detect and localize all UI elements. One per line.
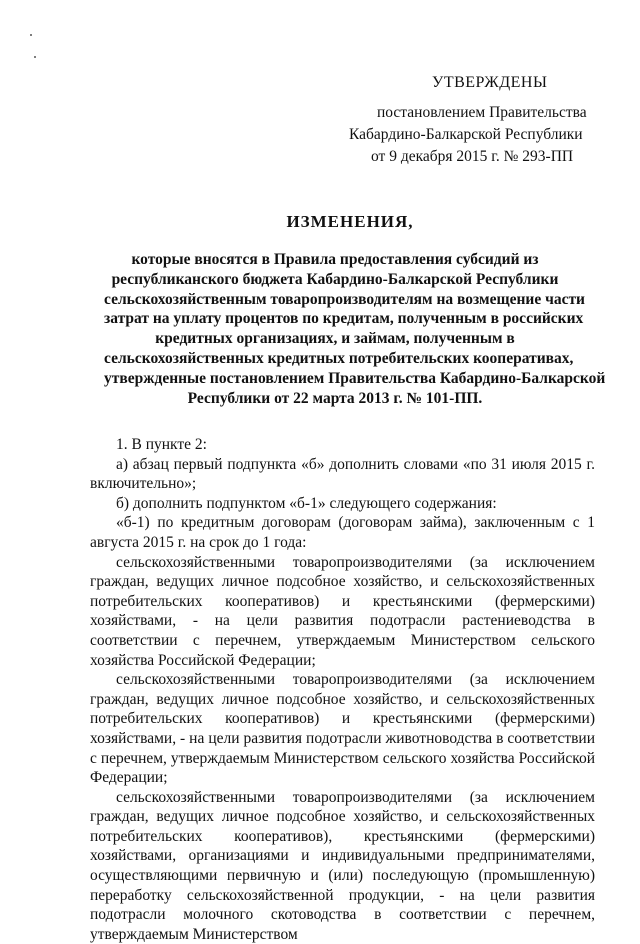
body-paragraph: сельскохозяйственными товаропроизводителями (за исключением граждан, ведущих личное подсобное хозяйство, и сельскохозяйственных потребительских кооперативов), крестьянскими (фермерскими) хозяйствами, организациями и индивидуальными предпринимателями, осуществляющими первичную и (или) последующую (промышленную) переработку сельскохозяйственной продукции, - на цели развития подотрасли молочного скотоводства в соответствии с перечнем, утверждаемым Министерством: [90, 788, 595, 943]
subtitle-line: сельскохозяйственным товаропроизводителям на возмещение части: [104, 290, 585, 308]
scan-speck: [34, 56, 36, 58]
approval-line: постановлением Правительства: [377, 104, 587, 121]
body-paragraph: а) абзац первый подпункта «б» дополнить словами «по 31 июля 2015 г. включительно»;: [90, 455, 595, 493]
subtitle-line: сельскохозяйственных кредитных потребительских кооперативах,: [104, 349, 574, 367]
body-paragraph: б) дополнить подпунктом «б-1» следующего содержания:: [116, 494, 497, 512]
document-body: [90, 435, 595, 944]
scan-speck: [30, 34, 32, 36]
approval-heading: УТВЕРЖДЕНЫ: [432, 74, 548, 91]
body-paragraph: 1. В пункте 2:: [116, 436, 207, 453]
subtitle-line: кредитных организациях, и займам, полученным в: [155, 330, 515, 348]
body-paragraph: сельскохозяйственными товаропроизводителями (за исключением граждан, ведущих личное подсобное хозяйство, и сельскохозяйственных потребительских кооперативов) и крестьянскими (фермерскими) хозяйствами, - на цели развития подотрасли животноводства в соответствии с перечнем, утверждаемым Министерством сельского хозяйства Российской Федерации;: [90, 671, 595, 787]
approval-line: Кабардино-Балкарской Республики: [349, 126, 583, 143]
subtitle-line: утвержденные постановлением Правительства Кабардино-Балкарской: [104, 369, 606, 387]
document-title: [0, 212, 640, 232]
subtitle-line: затрат на уплату процентов по кредитам, полученным в российских: [104, 310, 584, 328]
document-title-text: ИЗМЕНЕНИЯ,: [286, 212, 414, 231]
subtitle-line: республиканского бюджета Кабардино-Балкарской Республики: [111, 270, 559, 288]
body-paragraph: сельскохозяйственными товаропроизводителями (за исключением граждан, ведущих личное подсобное хозяйство, и сельскохозяйственных потребительских кооперативов) и крестьянскими (фермерскими) хозяйствами, - на цели развития подотрасли растениеводства в соответствии с перечнем, утверждаемым Министерством сельского хозяйства Российской Федерации;: [90, 553, 595, 669]
approval-line: от 9 декабря 2015 г. № 293-ПП: [371, 148, 574, 165]
body-paragraph: «б-1) по кредитным договорам (договорам займа), заключенным с 1 августа 2015 г. на срок до 1 года:: [90, 514, 595, 551]
subtitle-line: Республики от 22 марта 2013 г. № 101-ПП.: [187, 389, 483, 407]
document-subtitle: [104, 250, 606, 408]
subtitle-line: которые вносятся в Правила предоставления субсидий из: [131, 251, 539, 268]
